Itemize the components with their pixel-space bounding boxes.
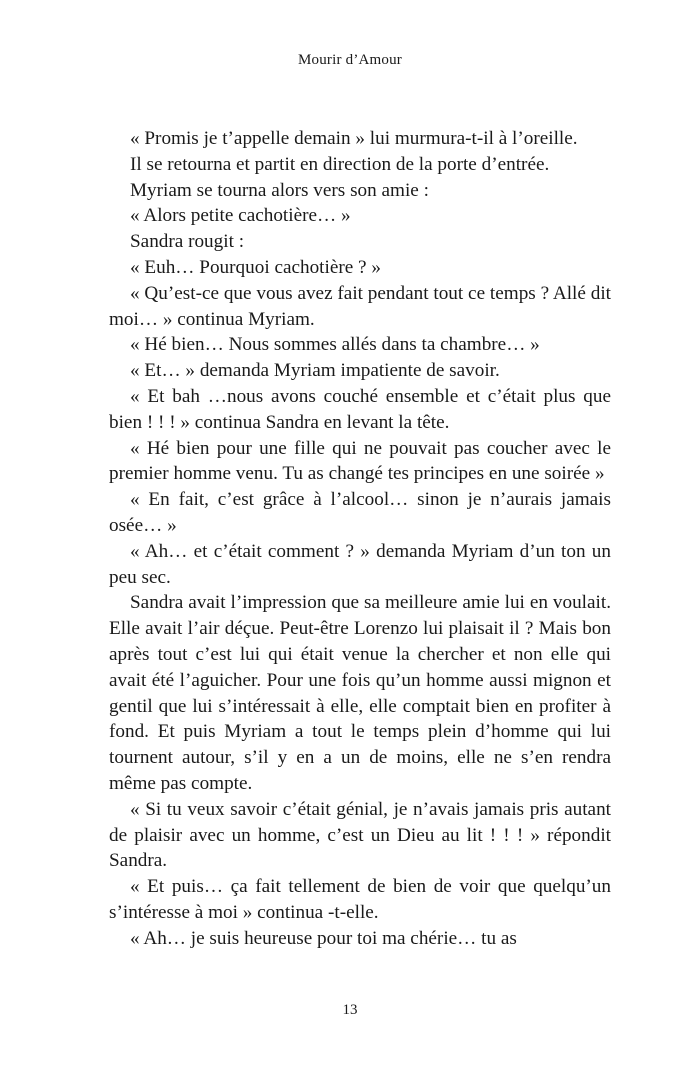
paragraph: « En fait, c’est grâce à l’alcool… sinon je n’aurais jamais osée… » xyxy=(109,489,611,536)
paragraph: « Ah… et c’était comment ? » demanda Myriam d’un ton un peu sec. xyxy=(109,540,611,588)
paragraph: Sandra rougit : xyxy=(130,231,245,253)
paragraph: Sandra avait l’impression que sa meilleure amie lui en voulait. Elle avait l’air déçue. Peut-être Lorenzo lui plaisait il ? Mais bon après tout c’est lui qui était venue la chercher et non elle qui avait été l’aguicher. Pour une fois qu’un homme aussi mignon et gentil que lui s’intéressait à elle, elle comptait bien en profiter à fond. Et puis Myriam a tout le temps plein d’homme qui lui tournent autour, s’il y en a un de moins, elle ne s’en rendra même pas compte. xyxy=(109,592,611,794)
paragraph: « Promis je t’appelle demain » lui murmura-t-il à l’oreille. xyxy=(130,128,578,149)
paragraph: Il se retourna et partit en direction de la porte d’entrée. xyxy=(130,153,550,175)
paragraph: « Hé bien… Nous sommes allés dans ta chambre… » xyxy=(130,334,540,356)
paragraph: « Hé bien pour une fille qui ne pouvait pas coucher avec le premier homme venu. Tu as changé tes principes en une soirée » xyxy=(109,437,611,485)
paragraph: « Alors petite cachotière… » xyxy=(130,205,351,227)
paragraph: « Si tu veux savoir c’était génial, je n’avais jamais pris autant de plaisir avec un homme, c’est un Dieu au lit ! ! ! » répondit Sandra. xyxy=(109,798,611,872)
running-header: Mourir d’Amour xyxy=(297,52,403,68)
text-body xyxy=(109,126,611,952)
paragraph: « Et… » demanda Myriam impatiente de savoir. xyxy=(130,360,500,382)
paragraph: Myriam se tourna alors vers son amie : xyxy=(130,179,429,201)
paragraph: « Euh… Pourquoi cachotière ? » xyxy=(130,256,381,278)
paragraph: « Ah… je suis heureuse pour toi ma chérie… tu as xyxy=(130,927,517,949)
paragraph: « Qu’est-ce que vous avez fait pendant tout ce temps ? Allé dit moi… » continua Myriam. xyxy=(109,282,611,330)
page-number: 13 xyxy=(342,1002,358,1018)
paragraph: « Et puis… ça fait tellement de bien de voir que quelqu’un s’intéresse à moi » continua -t-elle. xyxy=(109,876,611,923)
paragraph: « Et bah …nous avons couché ensemble et c’était plus que bien ! ! ! » continua Sandra en levant la tête. xyxy=(109,385,611,433)
